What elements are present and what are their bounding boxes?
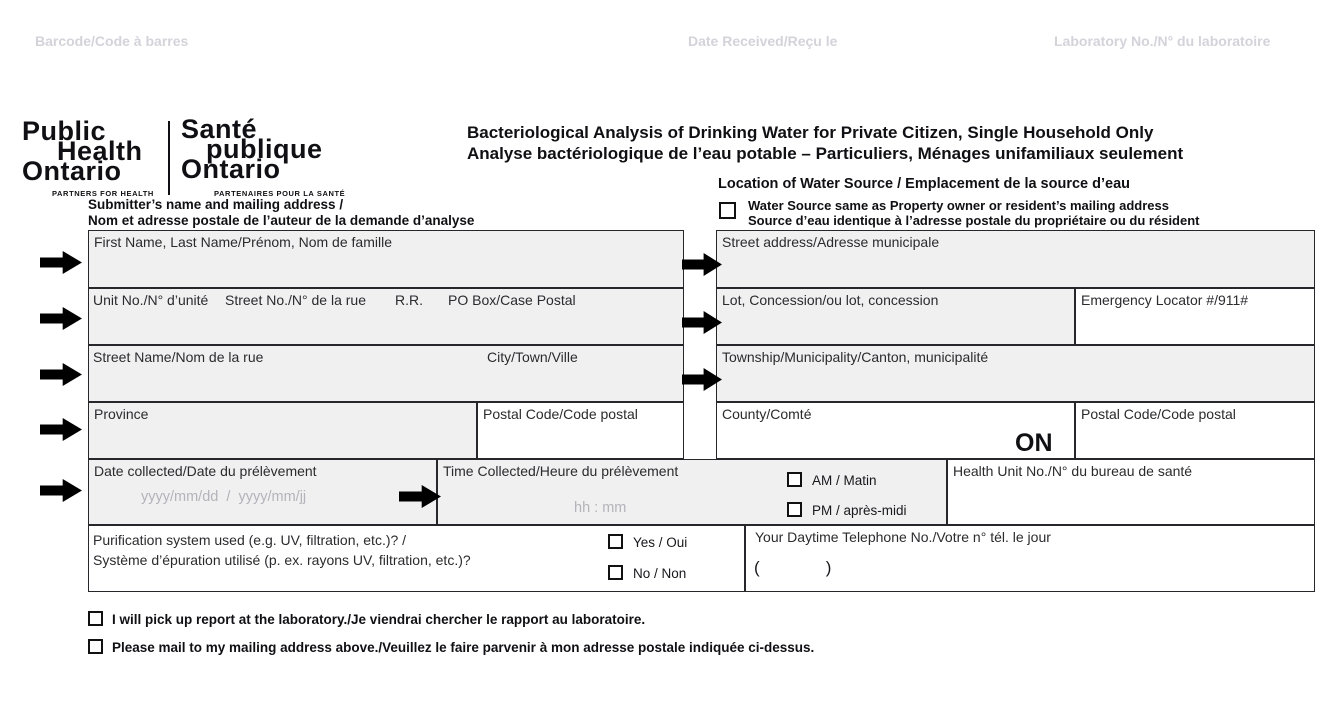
county-value: ON xyxy=(1015,429,1053,457)
province-row-pointer-arrow-icon xyxy=(40,418,82,441)
purification-no-label: No / Non xyxy=(633,566,687,581)
source-postal-code-field[interactable]: Postal Code/Code postal xyxy=(1075,402,1315,459)
time-collected-field[interactable]: Time Collected/Heure du prélèvement hh : mm xyxy=(437,459,947,525)
logo-tagline-en: PARTNERS FOR HEALTH xyxy=(52,189,154,198)
water-source-heading: Location of Water Source / Emplacement de la source d’eau xyxy=(718,176,1131,192)
submitter-name-pointer-arrow-icon xyxy=(40,251,82,274)
purification-no-checkbox[interactable] xyxy=(608,565,623,580)
emergency-locator-field[interactable]: Emergency Locator #/911# xyxy=(1075,288,1315,345)
mail-report-label: Please mail to my mailing address above./Veuillez le faire parvenir à mon adresse postale indiquée ci-dessus. xyxy=(112,640,815,655)
logo-publique: publique xyxy=(206,134,323,164)
logo-tagline-fr: PARTENAIRES POUR LA SANTÉ xyxy=(214,189,346,198)
submitter-postal-code-field[interactable]: Postal Code/Code postal xyxy=(477,402,684,459)
daytime-phone-field[interactable]: Your Daytime Telephone No./Votre n° tél. le jour ( ) xyxy=(745,525,1315,592)
logo-public: Public xyxy=(22,116,107,146)
form-title-en: Bacteriological Analysis of Drinking Water for Private Citizen, Single Household Only xyxy=(467,123,1154,142)
submitter-heading: Submitter’s name and mailing address / Nom et adresse postale de l’auteur de la demande d’analyse xyxy=(88,197,475,228)
logo-divider xyxy=(168,121,170,195)
water-source-same-checkbox[interactable] xyxy=(719,202,736,219)
health-unit-field[interactable]: Health Unit No./N° du bureau de santé xyxy=(947,459,1315,525)
form-title xyxy=(467,122,1183,164)
am-label: AM / Matin xyxy=(812,473,877,488)
form-title-fr: Analyse bactériologique de l’eau potable – Particuliers, Ménages unifamiliaux seulement xyxy=(467,144,1184,163)
county-field[interactable]: County/Comté ON xyxy=(716,402,1075,459)
logo-sante: Santé xyxy=(181,114,258,144)
date-row-pointer-arrow-icon xyxy=(40,479,82,502)
township-field[interactable]: Township/Municipality/Canton, municipalité xyxy=(716,345,1315,402)
logo-ontario-en: Ontario xyxy=(22,156,122,186)
logo-ontario-fr: Ontario xyxy=(181,154,281,184)
pm-checkbox[interactable] xyxy=(787,502,802,517)
pm-label: PM / après-midi xyxy=(812,503,907,518)
pickup-report-label: I will pick up report at the laboratory./Je viendrai chercher le rapport au laboratoire. xyxy=(112,612,646,627)
logo-health: Health xyxy=(57,136,143,166)
unit-row-pointer-arrow-icon xyxy=(40,307,82,330)
barcode-label: Barcode/Code à barres xyxy=(35,33,189,49)
water-source-same-label: Water Source same as Property owner or resident’s mailing address Source d’eau identique à l’adresse postale du propriétaire ou du résident xyxy=(748,198,1200,228)
unit-street-rr-pobox-field[interactable]: Unit No./N° d’unité Street No./N° de la rue R.R. PO Box/Case Postal xyxy=(88,288,684,345)
street-address-field[interactable]: Street address/Adresse municipale xyxy=(716,230,1315,288)
purification-yes-checkbox[interactable] xyxy=(608,534,623,549)
date-collected-field[interactable]: Date collected/Date du prélèvement yyyy/mm/dd / yyyy/mm/jj xyxy=(88,459,437,525)
purification-yes-label: Yes / Oui xyxy=(633,535,688,550)
date-received-label: Date Received/Reçu le xyxy=(688,33,838,49)
time-placeholder: hh : mm xyxy=(574,500,627,516)
date-placeholder: yyyy/mm/dd / yyyy/mm/jj xyxy=(141,489,307,505)
lot-concession-field[interactable]: Lot, Concession/ou lot, concession xyxy=(716,288,1075,345)
mail-report-checkbox[interactable] xyxy=(88,639,103,654)
laboratory-no-label: Laboratory No./N° du laboratoire xyxy=(1054,33,1271,49)
street-name-city-field[interactable]: Street Name/Nom de la rue City/Town/Ville xyxy=(88,345,684,402)
province-field[interactable]: Province xyxy=(88,402,477,459)
phone-parentheses: ( ) xyxy=(754,558,832,577)
purification-question: Purification system used (e.g. UV, filtration, etc.)? / Système d’épuration utilisé (p. ex. rayons UV, filtration, etc.)? xyxy=(93,532,471,568)
first-last-name-field[interactable]: First Name, Last Name/Prénom, Nom de famille xyxy=(88,230,684,288)
pickup-report-checkbox[interactable] xyxy=(88,611,103,626)
am-checkbox[interactable] xyxy=(787,472,802,487)
street-row-pointer-arrow-icon xyxy=(40,363,82,386)
